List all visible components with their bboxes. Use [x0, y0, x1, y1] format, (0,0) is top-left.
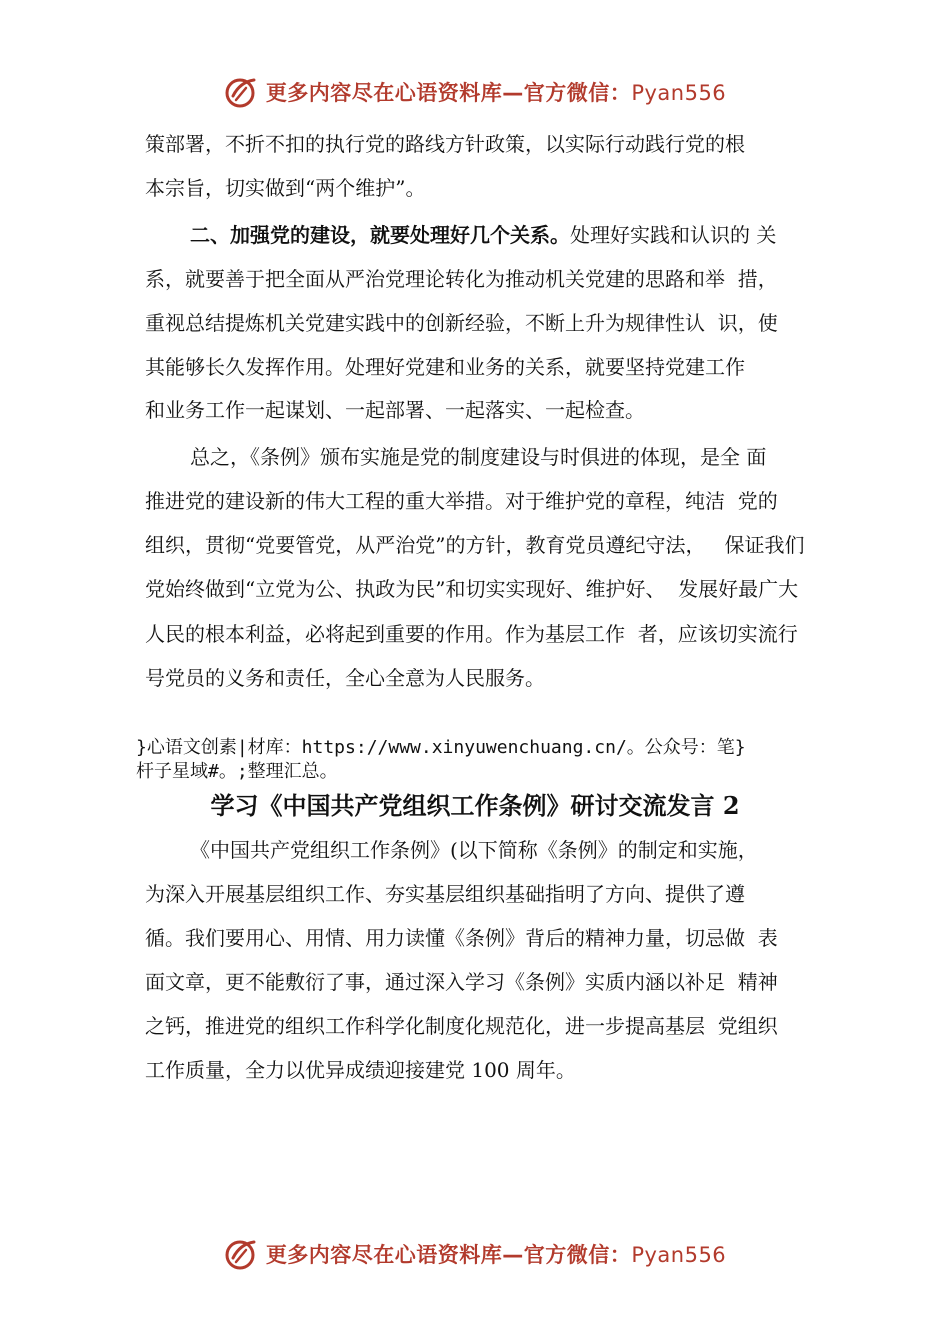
paragraph-line: 推进党的建设新的伟大工程的重大举措。对于维护党的章程，纯洁 党的	[145, 489, 778, 513]
wechat-id: Pyan556	[631, 1243, 727, 1267]
library-logo-icon	[224, 1236, 260, 1272]
section-heading: 二、加强党的建设，就要处理好几个关系。	[190, 223, 570, 247]
header-banner	[0, 70, 950, 114]
library-logo-icon	[224, 74, 260, 110]
paragraph-line: 工作质量，全力以优异成绩迎接建党 100 周年。	[145, 1058, 576, 1082]
paragraph-line: 本宗旨，切实做到“两个维护”。	[145, 176, 426, 200]
paragraph-line: 之钙，推进党的组织工作科学化制度化规范化，进一步提高基层 党组织	[145, 1014, 778, 1038]
paragraph-line: 二、加强党的建设，就要处理好几个关系。处理好实践和认识的 关	[190, 223, 777, 247]
footer-banner	[0, 1232, 950, 1276]
paragraph-line: 和业务工作一起谋划、一起部署、一起落实、一起检查。	[145, 398, 645, 422]
paragraph-line: 策部署，不折不扣的执行党的路线方针政策，以实际行动践行党的根	[145, 132, 745, 156]
paragraph-line: 循。我们要用心、用情、用力读懂《条例》背后的精神力量，切忌做 表	[145, 926, 778, 950]
paragraph-line: 号党员的义务和责任，全心全意为人民服务。	[145, 666, 545, 690]
source-note: }心语文创素|材库：https://www.xinyuwenchuang.cn/。公众号：笔}	[136, 737, 746, 758]
paragraph-line: 其能够长久发挥作用。处理好党建和业务的关系，就要坚持党建工作	[145, 355, 745, 379]
source-note: 杆子星域#。;整理汇总。	[136, 761, 338, 782]
paragraph-line: 《中国共产党组织工作条例》(以下简称《条例》的制定和实施，	[190, 838, 758, 862]
paragraph-line: 党始终做到“立党为公、执政为民”和切实实现好、维护好、 发展好最广大	[145, 577, 799, 601]
banner-text: 更多内容尽在心语资料库—官方微信：Pyan556	[265, 81, 727, 105]
paragraph-line: 重视总结提炼机关党建实践中的创新经验，不断上升为规律性认 识，使	[145, 311, 778, 335]
banner-text: 更多内容尽在心语资料库—官方微信：Pyan556	[265, 1243, 727, 1267]
paragraph-line: 面文章，更不能敷衍了事，通过深入学习《条例》实质内涵以补足 精神	[145, 970, 778, 994]
paragraph-line: 人民的根本利益，必将起到重要的作用。作为基层工作 者，应该切实流行	[145, 622, 798, 646]
paragraph-line: 系，就要善于把全面从严治党理论转化为推动机关党建的思路和举 措，	[145, 267, 778, 291]
paragraph-line: 组织，贯彻“党要管党，从严治党”的方针，教育党员遵纪守法， 保证我们	[145, 533, 805, 557]
article-title: 学习《中国共产党组织工作条例》研讨交流发言 2	[210, 791, 740, 820]
paragraph-line: 总之，《条例》颁布实施是党的制度建设与时俱进的体现，是全 面	[190, 445, 767, 469]
wechat-id: Pyan556	[631, 81, 727, 105]
paragraph-line: 为深入开展基层组织工作、夯实基层组织基础指明了方向、提供了遵	[145, 882, 745, 906]
